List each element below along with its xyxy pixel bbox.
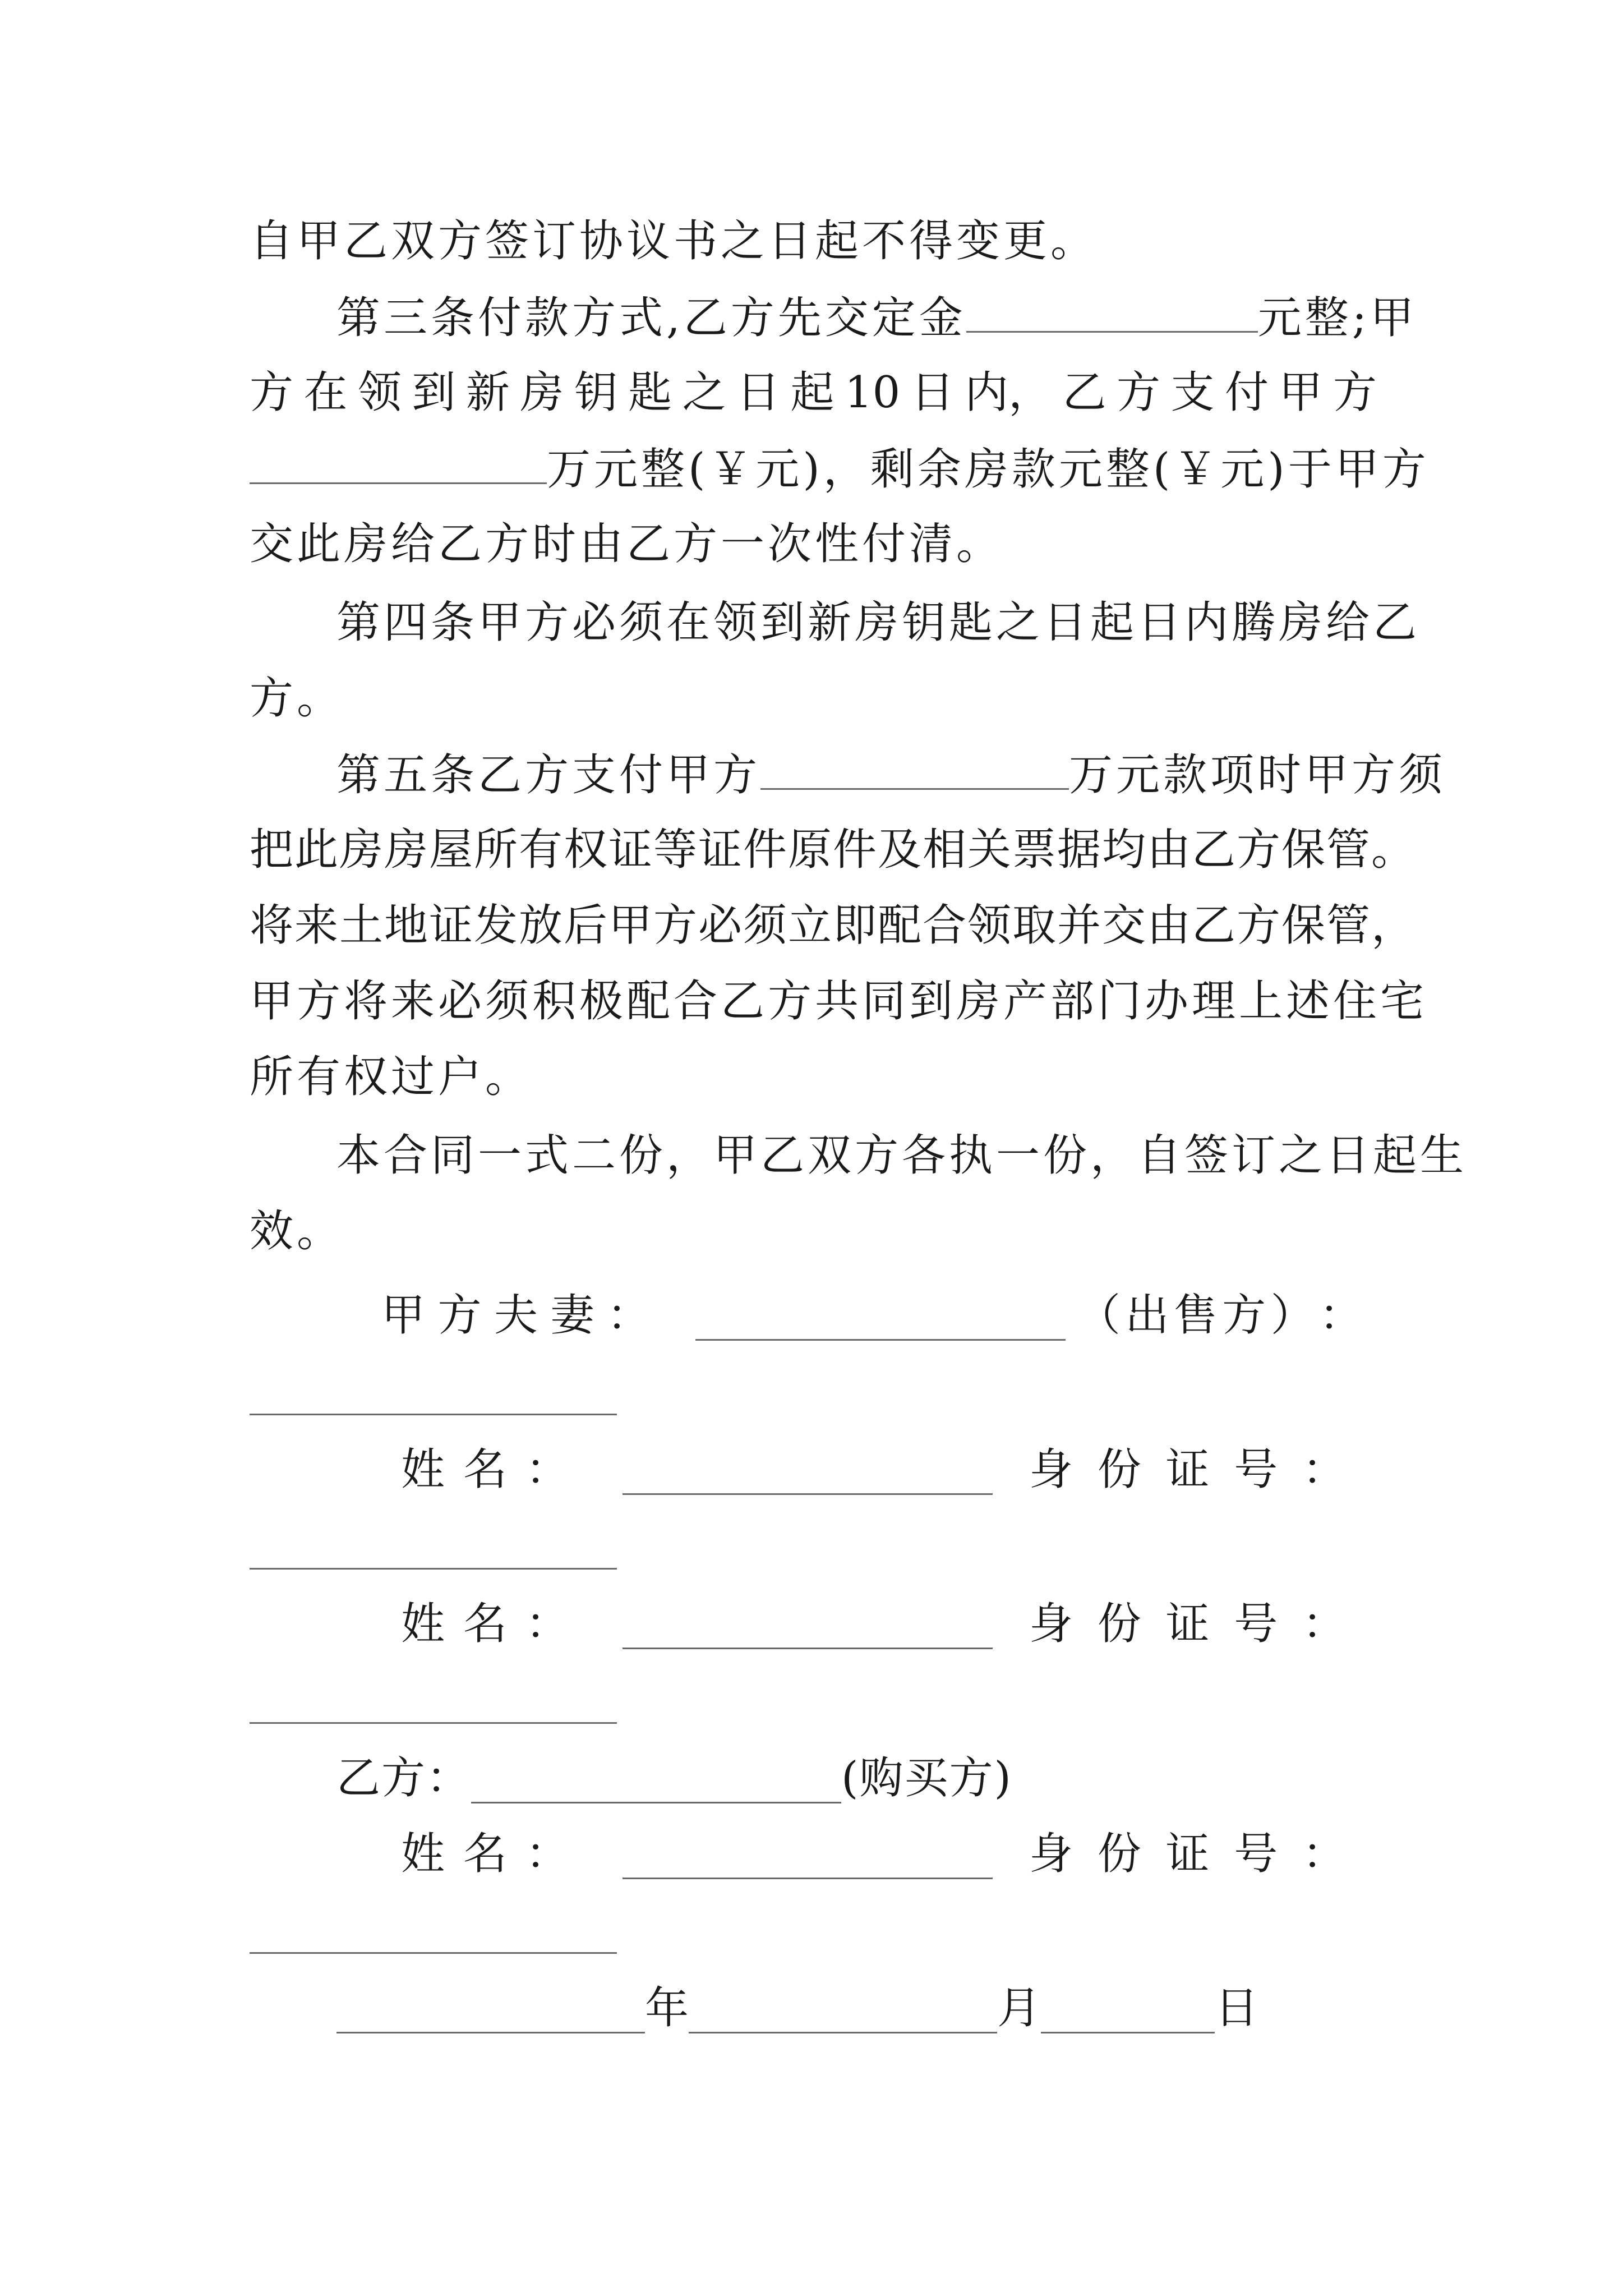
clause-4-line-2 — [250, 673, 1377, 724]
party-a-role-char: ） — [1270, 1290, 1315, 1341]
clause-char: 到 — [412, 367, 456, 418]
name-label-char: 名 — [463, 1444, 507, 1495]
name-label-char: ： — [525, 1444, 569, 1495]
party-b-label: 乙方： — [336, 1753, 472, 1803]
clause-text: 本合同一式二份，甲乙双方各执一份，自签订之日起生 — [336, 1130, 1468, 1181]
clause-char: 房 — [520, 367, 564, 418]
id-label-char: ： — [1302, 1829, 1346, 1879]
clause-char: 领 — [357, 367, 402, 418]
clause-line — [250, 216, 1377, 266]
party-a-label-char: ： — [606, 1290, 651, 1341]
clause-char: 日 — [910, 367, 955, 418]
clause-text: 万元整(￥元)，剩余房款元整(￥元)于甲方 — [547, 444, 1430, 495]
clause-text: 把此房房屋所有权证等证件原件及相关票据均由乙方保管。 — [250, 825, 1417, 875]
party-b-line — [336, 1753, 1377, 1803]
year-blank[interactable] — [336, 1993, 645, 2033]
clause-3-line-2 — [250, 367, 1377, 418]
party-a-role-char: （ — [1077, 1290, 1121, 1341]
party-a-label-char: 夫 — [494, 1290, 538, 1341]
clause-6-line-2 — [250, 1206, 1377, 1257]
clause-char: 在 — [303, 367, 348, 418]
name-row-1 — [401, 1444, 1377, 1495]
clause-text: 所有权过户。 — [250, 1052, 533, 1102]
clause-char: 方 — [1332, 367, 1377, 418]
clause-5-line-4 — [250, 976, 1428, 1027]
clause-3-line-3 — [250, 443, 1430, 495]
year-label: 年 — [645, 1983, 689, 2033]
id-label-char: 证 — [1165, 1829, 1210, 1879]
clause-char: 10 — [844, 367, 901, 418]
party-a-name-blank[interactable] — [695, 1300, 1066, 1341]
clause-char: 匙 — [628, 367, 672, 418]
clause-text: 元整;甲 — [1257, 293, 1418, 343]
name-blank[interactable] — [623, 1608, 993, 1649]
id-number-blank[interactable] — [250, 1722, 617, 1724]
id-label-char: 号 — [1234, 1444, 1278, 1495]
clause-char: 支 — [1170, 367, 1215, 418]
clause-char: 方 — [1117, 367, 1161, 418]
id-number-blank[interactable] — [250, 1568, 617, 1570]
clause-3-line-1 — [336, 292, 1418, 343]
amount-blank[interactable] — [760, 749, 1069, 790]
clause-text: 第三条付款方式,乙方先交定金 — [336, 293, 966, 343]
clause-char: 甲 — [1279, 367, 1323, 418]
month-blank[interactable] — [689, 1993, 997, 2033]
clause-5-line-1 — [336, 749, 1446, 800]
id-label-char: 身 — [1029, 1444, 1073, 1495]
name-label-char: 姓 — [401, 1599, 445, 1649]
name-label-char: 名 — [463, 1829, 507, 1879]
party-a-role-char: 出 — [1125, 1290, 1169, 1341]
name-label-char: 姓 — [401, 1444, 445, 1495]
name-blank[interactable] — [623, 1454, 993, 1495]
clause-char: 日 — [736, 367, 781, 418]
id-label-char: 份 — [1097, 1829, 1141, 1879]
clause-char: 钥 — [574, 367, 618, 418]
party-a-label-char: 妻 — [550, 1290, 594, 1341]
name-label-char: 名 — [463, 1599, 507, 1649]
month-label: 月 — [997, 1983, 1041, 2033]
name-row-3 — [401, 1829, 1377, 1879]
id-label-char: ： — [1302, 1444, 1346, 1495]
name-blank[interactable] — [623, 1838, 993, 1879]
party-a-label-char: 方 — [437, 1290, 482, 1341]
clause-text: 第五条乙方支付甲方 — [336, 750, 761, 800]
clause-text: 将来土地证发放后甲方必须立即配合领取并交由乙方保管， — [250, 900, 1417, 951]
id-label-char: 证 — [1165, 1444, 1210, 1495]
clause-text: 第四条甲方必须在领到新房钥匙之日起日内腾房给乙 — [336, 597, 1421, 648]
clause-5-line-3 — [250, 900, 1417, 951]
party-a-line — [381, 1290, 1377, 1341]
date-line — [336, 1983, 1377, 2033]
clause-text: 万元款项时甲方须 — [1069, 750, 1446, 800]
party-a-role-char: 售 — [1173, 1290, 1218, 1341]
clause-char: 付 — [1224, 367, 1269, 418]
id-label-char: ： — [1302, 1599, 1346, 1649]
clause-6-line-1 — [336, 1130, 1468, 1181]
clause-5-line-2 — [250, 825, 1417, 875]
day-label: 日 — [1215, 1983, 1259, 2033]
clause-text: 方。 — [250, 673, 344, 724]
clause-char: 新 — [465, 367, 510, 418]
clause-3-line-4 — [250, 519, 1377, 569]
party-b-role: (购买方) — [841, 1753, 1012, 1803]
id-label-char: 份 — [1097, 1599, 1141, 1649]
id-label-char: 号 — [1234, 1829, 1278, 1879]
party-b-name-blank[interactable] — [471, 1763, 841, 1803]
name-label-char: 姓 — [401, 1829, 445, 1879]
clause-text: 交此房给乙方时由乙方一次性付清。 — [250, 519, 1004, 569]
clause-text: 自甲乙双方签订协议书之日起不得变更。 — [250, 216, 1098, 266]
party-a-role-char: 方 — [1222, 1290, 1266, 1341]
id-label-char: 身 — [1029, 1829, 1073, 1879]
id-label-char: 身 — [1029, 1599, 1073, 1649]
id-label-char: 号 — [1234, 1599, 1278, 1649]
clause-char: 乙 — [1062, 367, 1106, 418]
clause-char: 之 — [682, 367, 726, 418]
id-label-char: 证 — [1165, 1599, 1210, 1649]
clause-5-line-5 — [250, 1052, 1377, 1102]
clause-char: 内， — [965, 367, 1053, 418]
name-label-char: ： — [525, 1829, 569, 1879]
clause-4-line-1 — [336, 597, 1421, 648]
party-a-continuation-blank[interactable] — [250, 1414, 617, 1415]
clause-char: 方 — [250, 367, 294, 418]
id-number-blank[interactable] — [250, 1952, 617, 1954]
party-a-role-char: ： — [1318, 1290, 1363, 1341]
id-label-char: 份 — [1097, 1444, 1141, 1495]
clause-char: 起 — [790, 367, 834, 418]
name-row-2 — [401, 1599, 1377, 1649]
clause-text: 效。 — [250, 1206, 344, 1257]
day-blank[interactable] — [1041, 1993, 1215, 2033]
name-label-char: ： — [525, 1599, 569, 1649]
payment-blank[interactable] — [250, 443, 547, 484]
clause-text: 甲方将来必须积极配合乙方共同到房产部门办理上述住宅 — [250, 976, 1428, 1027]
party-a-label-char: 甲 — [381, 1290, 426, 1341]
deposit-blank[interactable] — [966, 292, 1258, 333]
